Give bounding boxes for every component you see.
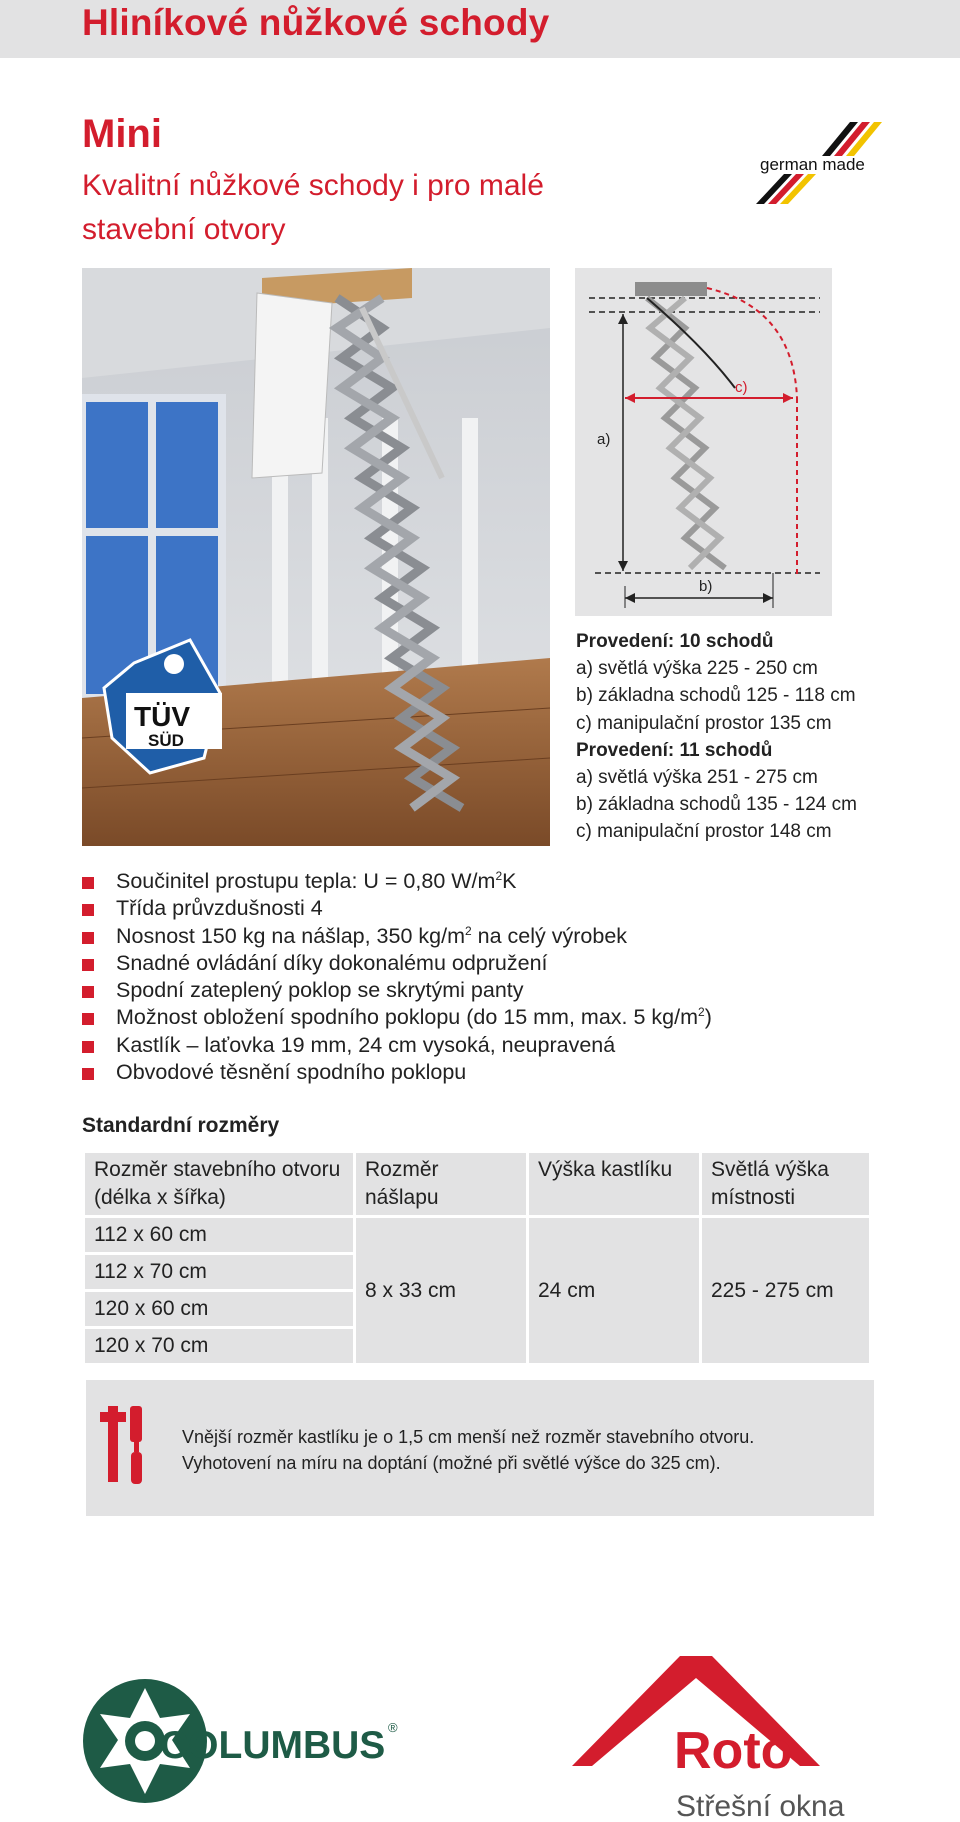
spec-line: c) manipulační prostor 135 cm (576, 712, 832, 734)
list-item: Kastlík – laťovka 19 mm, 24 cm vysoká, neupravená (82, 1032, 902, 1059)
table-cell-step-size: 8 x 33 cm (356, 1218, 526, 1363)
dimension-diagram (575, 268, 832, 616)
spec-heading-10: Provedení: 10 schodů (576, 631, 774, 652)
table-cell-frame-height: 24 cm (529, 1218, 699, 1363)
diagram-label-c: c) (735, 379, 748, 396)
roto-sub-text: Střešní okna (676, 1790, 845, 1822)
table-header-row (85, 1153, 869, 1215)
bullet-square-icon (82, 1041, 94, 1053)
page-title: Hliníkové nůžkové schody (82, 2, 550, 43)
bullet-square-icon (82, 1068, 94, 1080)
list-item: Snadné ovládání díky dokonalému odpružení (82, 950, 902, 977)
table-header-cell: Rozměr nášlapu (356, 1153, 526, 1215)
list-item: Nosnost 150 kg na nášlap, 350 $kg/m^2$ na celý výrobek (82, 923, 902, 950)
table-cell: 120 x 70 cm (85, 1329, 353, 1363)
german-made-logo (752, 118, 882, 208)
diagram-label-b: b) (699, 578, 713, 595)
bullet-square-icon (82, 904, 94, 916)
list-item: Třída průvzdušnosti 4 (82, 895, 902, 922)
note-line: Vnější rozměr kastlíku je o 1,5 cm menší než rozměr stavebního otvoru. (182, 1427, 755, 1447)
product-photo (82, 268, 550, 846)
table-cell: 112 x 70 cm (85, 1255, 353, 1289)
spec-line: b) základna schodů 125 - 118 cm (576, 685, 856, 707)
bullet-square-icon (82, 1013, 94, 1025)
bullet-square-icon (82, 877, 94, 889)
product-subtitle: Kvalitní nůžkové schody i pro malé stavební otvory (82, 169, 544, 246)
dimensions-table (82, 1150, 872, 1366)
diagram-label-a: a) (597, 431, 611, 448)
table-row (85, 1218, 869, 1252)
spec-line: a) světlá výška 251 - 275 cm (576, 767, 818, 789)
spec-line: c) manipulační prostor 148 cm (576, 821, 832, 843)
table-cell-room-height: 225 - 275 cm (702, 1218, 869, 1363)
roto-logo (572, 1656, 902, 1822)
columbus-logo (82, 1678, 412, 1804)
columbus-text: COLUMBUS (160, 1724, 386, 1767)
table-title: Standardní rozměry (82, 1114, 280, 1137)
bullet-square-icon (82, 959, 94, 971)
tuv-sub-text: SÜD (148, 731, 184, 750)
roto-text: Roto (674, 1722, 793, 1780)
tools-icon (100, 1406, 150, 1486)
spec-block (576, 628, 896, 846)
list-item: Obvodové těsnění spodního poklopu (82, 1059, 902, 1086)
table-header-cell: Výška kastlíku (529, 1153, 699, 1215)
bullet-square-icon (82, 986, 94, 998)
note-box (86, 1380, 874, 1516)
table-cell: 120 x 60 cm (85, 1292, 353, 1326)
list-item: Spodní zateplený poklop se skrytými panty (82, 977, 902, 1004)
list-item: Možnost obložení spodního poklopu (do 15 mm, max. 5 $kg/m^2$) (82, 1004, 902, 1031)
spec-heading-11: Provedení: 11 schodů (576, 739, 773, 761)
table-header-cell: Světlá výška místnosti (702, 1153, 869, 1215)
table-header-cell: Rozměr stavebního otvoru (délka x šířka) (85, 1153, 353, 1215)
registered-mark: ® (388, 1720, 398, 1735)
german-made-text: german made (760, 155, 865, 174)
feature-list (82, 868, 902, 1086)
note-text (182, 1424, 754, 1476)
spec-line: a) světlá výška 225 - 250 cm (576, 658, 818, 680)
spec-line: b) základna schodů 135 - 124 cm (576, 794, 857, 816)
note-line: Vyhotovení na míru na doptání (možné při světlé výšce do 325 cm). (182, 1453, 721, 1473)
bullet-square-icon (82, 932, 94, 944)
list-item: Součinitel prostupu tepla: U = 0,80 $W/m^2K$ (82, 868, 902, 895)
table-cell: 112 x 60 cm (85, 1218, 353, 1252)
product-name: Mini (82, 112, 162, 156)
tuv-text: TÜV (134, 701, 190, 732)
